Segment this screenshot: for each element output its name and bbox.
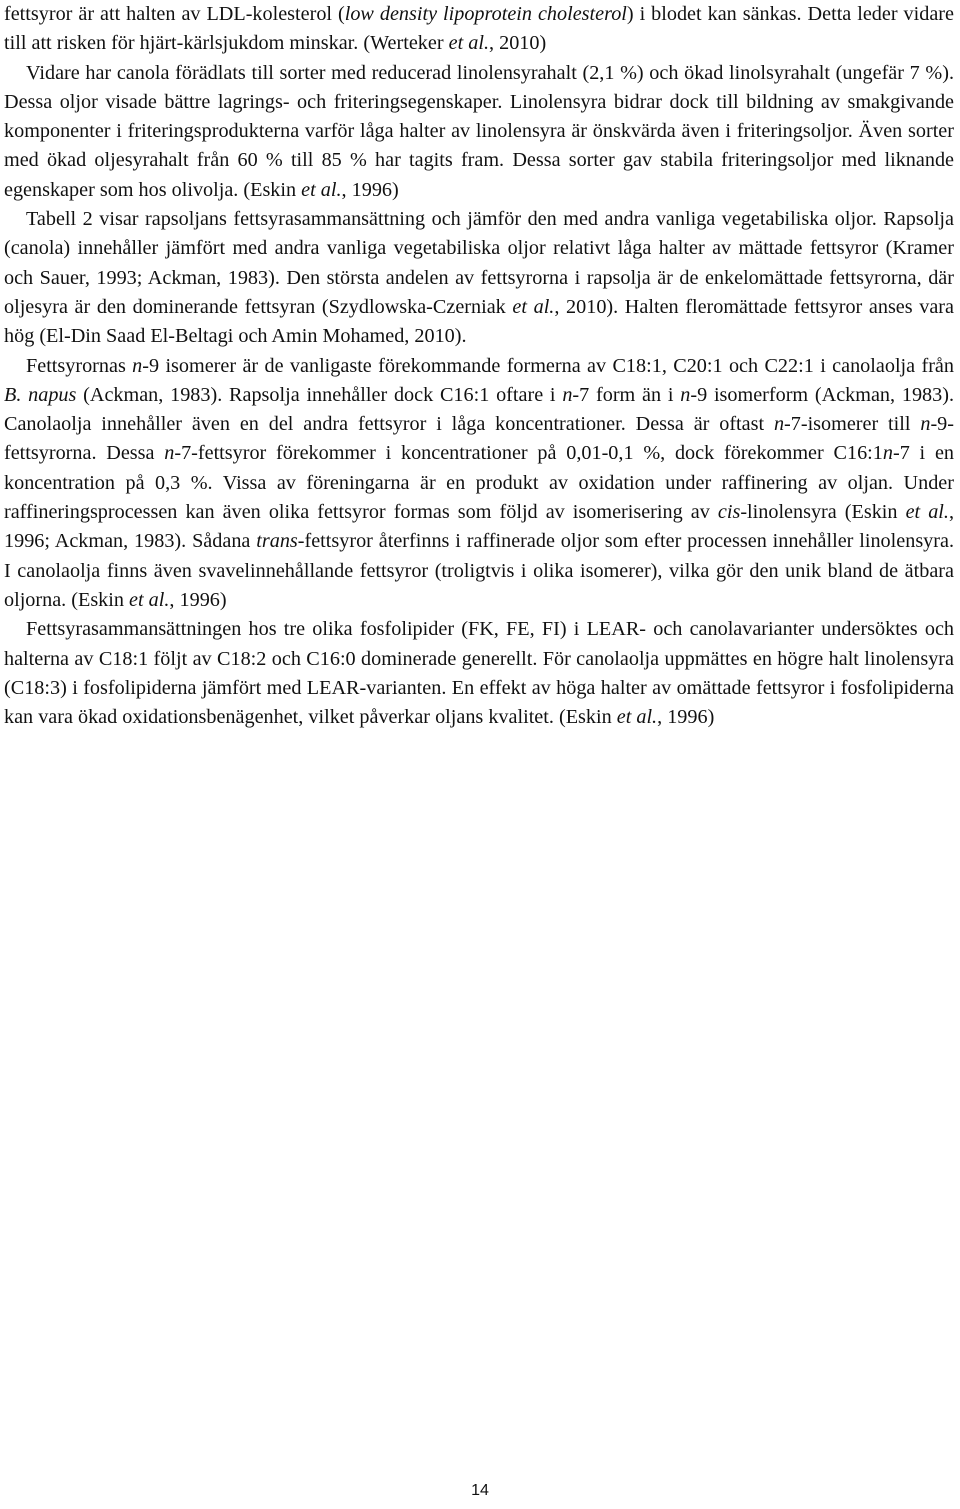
italic-text: cis — [717, 501, 741, 524]
page-number: 14 — [471, 1482, 489, 1499]
italic-text: et al. — [616, 706, 658, 729]
text-run: -7-isomerer till — [784, 413, 921, 436]
italic-text: et al. — [905, 501, 949, 524]
body-paragraph — [4, 352, 954, 616]
italic-text: n — [920, 413, 931, 436]
italic-text: B. napus — [4, 383, 77, 406]
italic-text: et al. — [448, 32, 489, 55]
text-run: Vidare har canola förädlats till sorter med reducerad linolensyrahalt (2,1 %) och ökad linolsyrahalt (ungefär 7 %). Dessa oljor visade bättre lagrings- och friteringsegenskaper. Linolensyra bidrar dock till bildning av smakgivande komponenter i friteringsprodukterna varför låga halter av linolensyra är önskvärda även i friteringsoljor. Även sorter med ökad oljesyrahalt från 60 % till 85 % har tagits fram. Dessa sorter gav stabila friteringsoljor med liknande egenskaper som hos olivolja. (Eskin — [4, 61, 954, 201]
italic-text: et al. — [512, 295, 555, 318]
text-run: , 1996) — [169, 588, 227, 611]
body-paragraph — [4, 0, 954, 59]
italic-text: n — [680, 383, 691, 406]
text-run: , 2010) — [489, 32, 547, 55]
text-run: -fettsyror återfinns i raffinerade oljor som efter processen innehåller linolensyra. I canolaolja finns även svavelinnehållande fettsyror (troligtvis i olika isomerer), vilka gör den unik bland de ätbara oljorna. (Eskin — [4, 530, 954, 611]
text-run: , 1996; Ackman, 1983). Sådana — [4, 501, 954, 553]
text-run: -9 isomerform (Ackman, 1983). Canolaolja innehåller även en del andra fettsyror i låga koncentrationer. Dessa är oftast — [4, 383, 954, 436]
text-run: -7 form än i — [572, 383, 681, 406]
text-run: , 1996) — [657, 706, 715, 729]
text-run: fettsyror är att halten av LDL-kolesterol ( — [4, 3, 345, 25]
text-run: Fettsyrasammansättningen hos tre olika fosfolipider (FK, FE, FI) i LEAR- och canolavarianter undersöktes och halterna av C18:1 följt av C18:2 och C16:0 dominerade generellt. För canolaolja uppmättes en högre halt linolensyra (C18:3) i fosfolipiderna jämfört med LEAR-varianten. En effekt av höga halter av omättade fettsyror i fosfolipiderna kan vara ökad oxidationsbenägenhet, vilket påverkar oljans kvalitet. (Eskin — [4, 618, 954, 729]
text-run: Tabell 2 visar rapsoljans fettsyrasammansättning och jämför den med andra vanliga vegetabiliska oljor. Rapsolja (canola) innehåller jämfört med andra vanliga vegetabiliska oljor relativt låga halter av mättade fettsyror (Kramer och Sauer, 1993; Ackman, 1983). Den största andelen av fettsyrorna i rapsolja är de enkelomättade fettsyrorna, där oljesyra är den dominerande fettsyran (Szydlowska-Czerniak — [4, 208, 954, 318]
body-paragraph — [4, 59, 954, 205]
text-run: Fettsyrornas — [26, 354, 133, 377]
italic-text: n — [164, 442, 175, 465]
italic-text: trans — [256, 530, 298, 553]
italic-text: n — [132, 354, 143, 377]
italic-text: n — [773, 413, 785, 436]
text-run: -7 i en koncentration på 0,3 %. Vissa av föreningarna är en produkt av oxidation under raffinering av oljan. Under raffineringsprocessen kan även olika fettsyror formas som följd av isomerisering av — [4, 442, 954, 524]
text-run: , 2010). Halten fleromättade fettsyror anses vara hög (El-Din Saad El-Beltagi och Amin Mohamed, 2010). — [4, 295, 954, 348]
body-paragraph — [4, 205, 954, 351]
italic-text: n — [562, 383, 573, 406]
text-run: (Ackman, 1983). Rapsolja innehåller dock C16:1 oftare i — [76, 383, 563, 406]
text-run: -7-fettsyror förekommer i koncentrationer på 0,01-0,1 %, dock förekommer C16:1 — [174, 442, 883, 465]
body-paragraph — [4, 615, 954, 732]
text-run: -9-fettsyrorna. Dessa — [4, 413, 954, 465]
text-run: -9 isomerer är de vanligaste förekommande formerna av C18:1, C20:1 och C22:1 i canolaolja från — [142, 354, 954, 377]
italic-text: n — [882, 442, 893, 465]
italic-text: et al. — [129, 588, 170, 611]
italic-text: low density lipoprotein cholesterol — [344, 3, 627, 25]
text-run: ) i blodet kan sänkas. Detta leder vidare till att risken för hjärt-kärlsjukdom minskar. (Werteker — [4, 3, 954, 55]
italic-text: et al. — [301, 178, 342, 201]
text-run: -linolensyra (Eskin — [740, 501, 906, 524]
document-page — [4, 0, 954, 732]
text-run: , 1996) — [341, 178, 399, 201]
